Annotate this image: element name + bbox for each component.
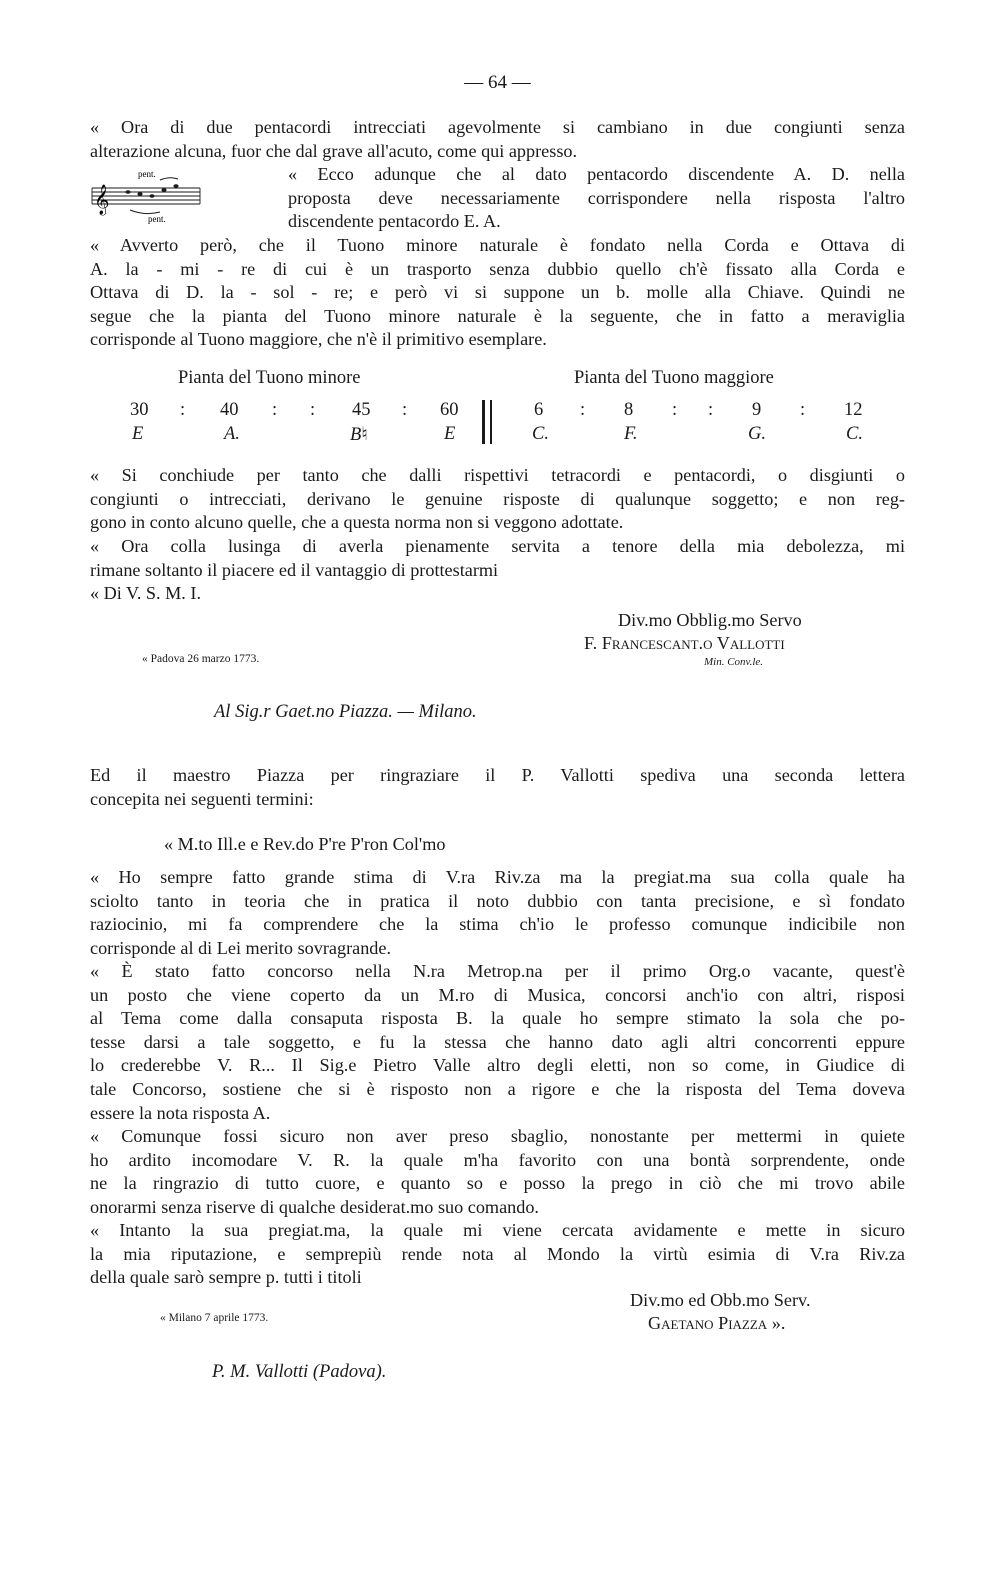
signature-name: Gaetano Piazza ».	[648, 1313, 786, 1333]
letter-place-date: « Padova 26 marzo 1773.	[142, 653, 260, 665]
minor-number: 40	[220, 400, 239, 420]
double-bar-divider	[490, 400, 492, 444]
text-line: alterazione alcuna, fuor che dal grave all'acuto, come qui appresso.	[90, 140, 578, 161]
music-label-bottom: pent.	[148, 214, 166, 224]
major-note: C.	[846, 424, 863, 444]
text-line: ho ardito incomodare V. R. la quale m'ha favorito con una bontà sorprendente, onde	[90, 1149, 905, 1170]
major-note: G.	[748, 424, 766, 444]
minor-table-title: Pianta del Tuono minore	[178, 368, 361, 388]
major-number: 8	[624, 400, 634, 420]
text-line: « Ecco adunque che al dato pentacordo discendente A. D. nella	[288, 164, 905, 184]
text-line: gono in conto alcuno quelle, che a questa norma non si veggono adottate.	[90, 512, 624, 533]
text-line: discendente pentacordo E. A.	[288, 211, 501, 232]
minor-number: 30	[130, 400, 149, 420]
major-separator: :	[580, 400, 586, 420]
paragraph-ecco	[288, 163, 905, 234]
text-line: lo crederebbe V. R... Il Sig.e Pietro Valle altro degli eletti, non so come, in Giudice di	[90, 1055, 905, 1076]
major-table-title: Pianta del Tuono maggiore	[574, 368, 774, 388]
text-line: concepita nei seguenti termini:	[90, 788, 314, 809]
major-separator: :	[672, 400, 678, 420]
paragraph-avverto	[90, 234, 905, 352]
text-line: corrisponde al di Lei merito sovragrande.	[90, 937, 391, 958]
paragraph-intanto	[90, 1219, 905, 1290]
text-line: « Avverto però, che il Tuono minore naturale è fondato nella Corda e Ottava di	[90, 235, 905, 255]
minor-separator: :	[402, 400, 408, 420]
text-line: della quale sarò sempre p. tutti i titoli	[90, 1267, 362, 1288]
text-line: Ottava di D. la - sol - re; e però vi si suppone un b. molle alla Chiave. Quindi ne	[90, 282, 905, 303]
paragraph-piazza-intro	[90, 764, 905, 811]
major-number: 9	[752, 400, 762, 420]
text-line: A. la - mi - re di cui è un trasporto senza dubbio quello ch'è fissato alla Corda e	[90, 258, 905, 279]
text-line: Ed il maestro Piazza per ringraziare il P. Vallotti spediva una seconda lettera	[90, 765, 905, 785]
major-note: C.	[532, 424, 549, 444]
major-note: F.	[624, 424, 638, 444]
text-line: raziocinio, mi fa comprendere che la stima ch'io le professo comunque indicibile non	[90, 914, 905, 935]
text-line: « Ho sempre fatto grande stima di V.ra Riv.za ma la pregiat.ma sua colla quale ha	[90, 867, 905, 887]
letter-salutation: « M.to Ill.e e Rev.do P're P'ron Col'mo	[164, 834, 446, 854]
page-number: — 64 —	[464, 72, 531, 93]
minor-number: 60	[440, 400, 459, 420]
major-separator: :	[800, 400, 806, 420]
text-line: « Ora colla lusinga di averla pienamente servita a tenore della mia debolezza, mi	[90, 536, 905, 556]
text-line: « Di V. S. M. I.	[90, 583, 202, 604]
minor-separator: :	[180, 400, 186, 420]
paragraph-intro	[90, 116, 905, 163]
text-line: rimane soltanto il piacere ed il vantaggio di prottestarmi	[90, 559, 499, 580]
signature-name: F. Francescant.o Vallotti	[584, 633, 785, 653]
text-line: segue che la pianta del Tuono minore naturale è la seguente, che in fatto a meraviglia	[90, 305, 905, 326]
text-line: congiunti o intrecciati, derivano le genuine risposte di qualunque soggetto; e non reg-	[90, 488, 905, 509]
text-line: onorarmi senza riserve di qualche desiderat.mo suo comando.	[90, 1196, 539, 1217]
minor-number: 45	[352, 400, 371, 420]
minor-note: E	[132, 424, 144, 444]
text-line: « Si conchiude per tanto che dalli rispettivi tetracordi e pentacordi, o disgiunti o	[90, 465, 905, 485]
signature-closing: Div.mo Obblig.mo Servo	[618, 610, 802, 630]
minor-note: E	[444, 424, 456, 444]
paragraph-comunque	[90, 1125, 905, 1219]
major-number: 12	[844, 400, 863, 420]
minor-note: A.	[224, 424, 240, 444]
paragraph-conchiude	[90, 464, 905, 535]
minor-separator: :	[310, 400, 316, 420]
signature-order: Min. Conv.le.	[704, 656, 764, 668]
letter-address: Al Sig.r Gaet.no Piazza. — Milano.	[214, 702, 477, 722]
text-line: « Comunque fossi sicuro non aver preso sbaglio, nonostante per mettermi in quiete	[90, 1126, 905, 1146]
paragraph-concorso	[90, 960, 905, 1125]
minor-separator: :	[272, 400, 278, 420]
text-line: tesse darsi a tale soggetto, e fu la stessa che hanno dato agli altri concorrenti eppure	[90, 1031, 905, 1052]
text-line: sciolto tanto in teoria che in pratica il noto dubbio con tanta precisione, e sì fondato	[90, 890, 905, 911]
treble-clef-icon: 𝄞	[94, 185, 110, 215]
music-label-top: pent.	[138, 169, 156, 179]
text-line: proposta deve necessariamente corrispondere nella risposta l'altro	[288, 187, 905, 208]
letter-address: P. M. Vallotti (Padova).	[212, 1362, 387, 1382]
letter-place-date: « Milano 7 aprile 1773.	[160, 1312, 269, 1324]
major-separator: :	[708, 400, 714, 420]
document-page	[90, 0, 905, 1588]
text-line: ne la ringrazio di tutto cuore, e quanto so e posso la prego in ciò che mi trovo abile	[90, 1173, 905, 1194]
text-line: essere la nota risposta A.	[90, 1102, 271, 1123]
music-notation-example	[90, 168, 208, 232]
double-bar-divider	[482, 400, 485, 444]
text-line: corrisponde al Tuono maggiore, che n'è il primitivo esemplare.	[90, 329, 547, 350]
minor-note: B♮	[350, 425, 368, 445]
text-line: « Intanto la sua pregiat.ma, la quale mi viene cercata avidamente e mette in sicuro	[90, 1220, 905, 1240]
major-number: 6	[534, 400, 544, 420]
text-line: « È stato fatto concorso nella N.ra Metrop.na per il primo Org.o vacante, quest'è	[90, 961, 905, 981]
text-line: la mia riputazione, e semprepiù rende nota al Mondo la virtù esimia di V.ra Riv.za	[90, 1243, 905, 1264]
text-line: un posto che viene coperto da un M.ro di Musica, concorsi anch'io con altri, risposi	[90, 984, 905, 1005]
text-line: tale Concorso, sostiene che si è risposto non a rigore e che la risposta del Tema doveva	[90, 1078, 905, 1099]
paragraph-stima	[90, 866, 905, 960]
text-line: « Ora di due pentacordi intrecciati agevolmente si cambiano in due congiunti senza	[90, 117, 905, 137]
text-line: al Tema come dalla consaputa risposta B. la quale ho sempre stimato la sola che po-	[90, 1008, 905, 1029]
paragraph-lusinga	[90, 535, 905, 606]
signature-closing: Div.mo ed Obb.mo Serv.	[630, 1290, 811, 1310]
